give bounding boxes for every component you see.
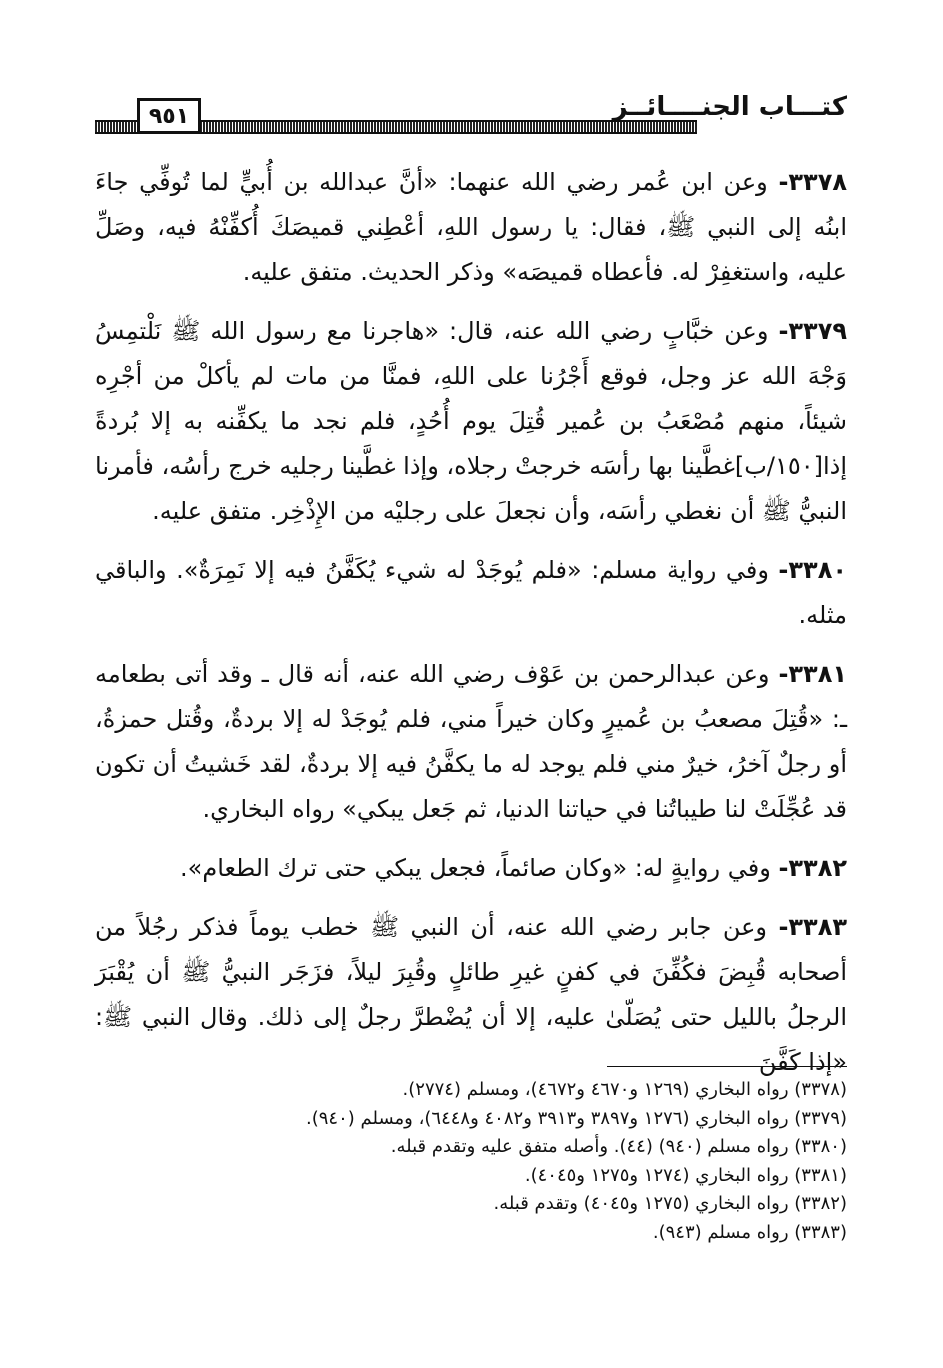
hadith-number: ٣٣٧٨- [778,168,847,196]
hadith-paragraph [95,309,847,534]
page-number: ٩٥١ [137,98,201,134]
hadith-number: ٣٣٨١- [778,660,847,688]
footnote: (٣٣٨١) رواه البخاري (١٢٧٤ و١٢٧٥ و٤٠٤٥). [524,1164,847,1186]
footnotes [95,1076,847,1247]
hadith-paragraph [95,846,847,891]
chapter-title: كتـــاب الجنــــائــز [612,92,847,122]
hadith-text: وعن خبَّابٍ رضي الله عنه، قال: «هاجرنا مع رسول الله ﷺ نَلْتمِسُ وَجْهَ الله عز وجل، فوقع أَجْرُنا على اللهِ، فمنَّا من مات لم يأكلْ من أجْرِه شيئاً، منهم مُصْعَبُ بن عُمير قُتِلَ يوم أُحُدٍ، فلم نجد ما يكفِّنه به إلا بُردةً إذا[١٥٠/ب]غطَّينا بها رأسَه خرجتْ رجلاه، وإذا غطَّينا رجليه خرج رأسُه، فأمرنا النبيُّ ﷺ أن نغطي رأسَه، وأن نجعلَ على رجليْه من الإِذْخِر. متفق عليه. [95,317,847,525]
hadith-text: وعن جابر رضي الله عنه، أن النبي ﷺ خطب يوماً فذكر رجُلاً من أصحابه قُبِضَ فكُفِّنَ في كفنٍ غيرِ طائلٍ وقُبِرَ ليلاً، فزَجَر النبيُّ ﷺ أن يُقْبَرَ الرجلُ بالليل حتى يُصَلّىٰ عليه، إلا أن يُضْطرَّ رجلٌ إلى ذلك. وقال النبي ﷺ: «إذا كَفَّنَ [95,913,847,1076]
page-header [95,92,847,142]
hadith-number: ٣٣٨٠- [778,556,847,584]
footnote: (٣٣٨٢) رواه البخاري (١٢٧٥ و٤٠٤٥) وتقدم قبله. [493,1193,847,1214]
footnote: (٣٣٨٠) رواه مسلم (٩٤٠) (٤٤). وأصله متفق عليه وتقدم قبله. [390,1136,847,1157]
hadith-text: وعن عبدالرحمن بن عَوْف رضي الله عنه، أنه قال ـ وقد أتى بطعامه ـ: «قُتِلَ مصعبُ بن عُميرٍ وكان خيراً مني، فلم يُوجَدْ له إلا بردةٌ، وقُتل حمزةُ، أو رجلٌ آخرُ، خيرٌ مني فلم يوجد له ما يكفَّنُ فيه إلا بردةٌ، لقد خَشيتُ أن تكون قد عُجِّلَتْ لنا طيباتُنا في حياتنا الدنيا، ثم جَعل يبكي» رواه البخاري. [95,660,847,823]
hadith-number: ٣٣٨٢- [778,854,847,882]
hadith-paragraph [95,652,847,832]
hadith-paragraph [95,905,847,1085]
hadith-text: وعن ابن عُمر رضي الله عنهما: «أنَّ عبدالله بن أُبيٍّ لما تُوفِّي جاءَ ابنُه إلى النبي ﷺ، فقال: يا رسول اللهِ، أعْطِني قميصَكَ أُكفِّنْهُ فيه، وصَلِّ عليه، واستغفِرْ له. فأعطاه قميصَه» وذكر الحديث. متفق عليه. [95,168,847,286]
hadith-paragraph [95,548,847,638]
hadith-number: ٣٣٨٣- [778,913,847,941]
main-text [95,160,847,1099]
hadith-text: وفي رواية مسلم: «فلم يُوجَدْ له شيء يُكَفَّنُ فيه إلا نَمِرَةٌ». والباقي مثله. [95,556,847,629]
footnote: (٣٣٨٣) رواه مسلم (٩٤٣). [652,1221,847,1243]
footnote: (٣٣٧٩) رواه البخاري (١٢٧٦ و٣٨٩٧ و٣٩١٣ و٤٠٨٢ و٦٤٤٨)، ومسلم (٩٤٠). [306,1107,847,1129]
hadith-paragraph [95,160,847,295]
hadith-number: ٣٣٧٩- [778,317,847,345]
hadith-text: وفي روايةٍ له: «وكان صائماً، فجعل يبكي حتى ترك الطعام». [180,854,771,882]
footnote: (٣٣٧٨) رواه البخاري (١٢٦٩ و٤٦٧٠ و٤٦٧٢)، ومسلم (٢٧٧٤). [402,1079,847,1100]
footnote-separator [607,1066,847,1067]
